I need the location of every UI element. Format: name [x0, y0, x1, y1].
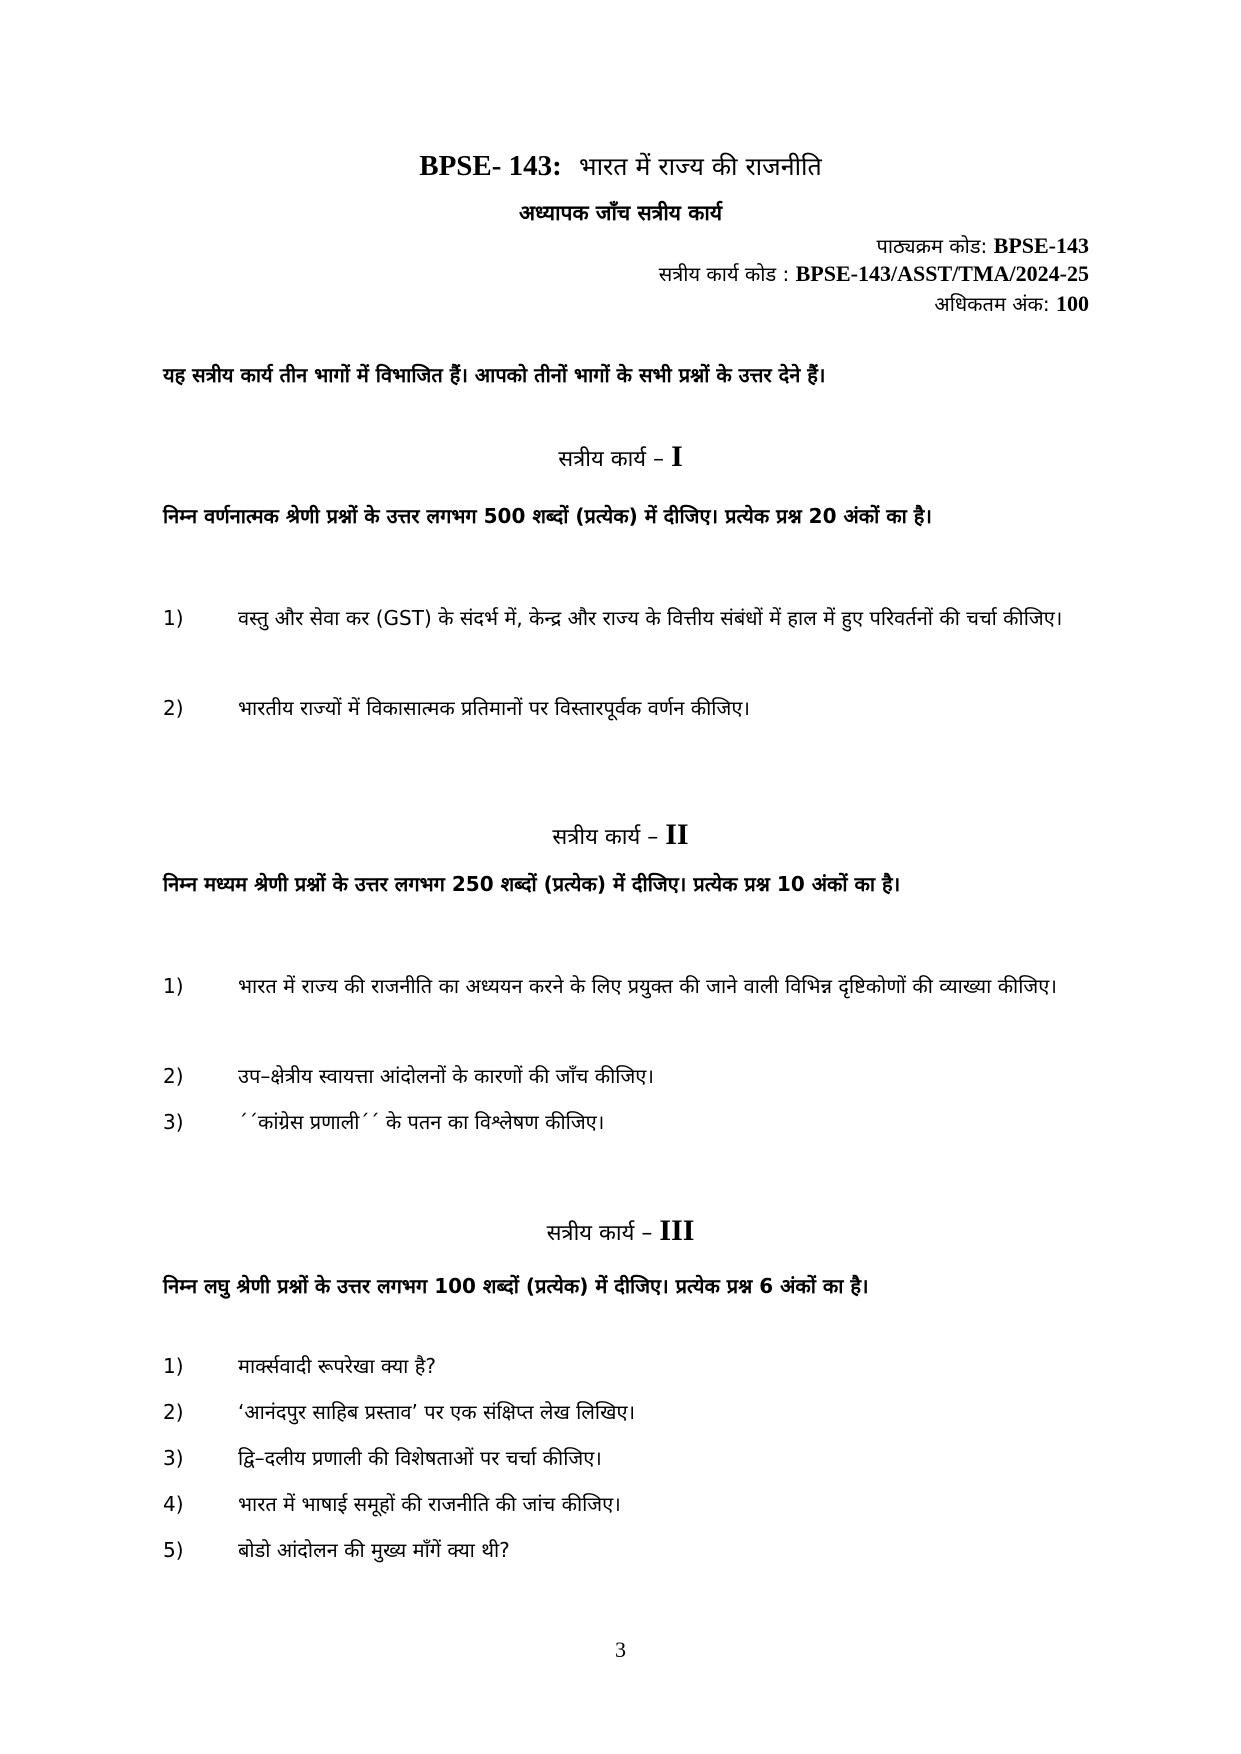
question-number: 5) — [163, 1538, 184, 1562]
course-code-label: पाठ्यक्रम कोड: — [876, 234, 988, 258]
assignment-code-label: सत्रीय कार्य कोड : — [658, 262, 790, 286]
assignment-code-line — [659, 260, 1089, 288]
course-code-title: BPSE- 143: — [419, 150, 562, 182]
section-heading-1 — [0, 440, 1241, 477]
question-text: भारतीय राज्यों में विकासात्मक प्रतिमानों पर विस्तारपूर्वक वर्णन कीजिए। — [238, 696, 750, 720]
question-number: 3) — [163, 1446, 184, 1470]
course-name: भारत में राज्य की राजनीति — [579, 152, 822, 181]
max-marks-line — [934, 290, 1089, 318]
question-2-2 — [163, 1054, 1091, 1098]
question-text: मार्क्सवादी रूपरेखा क्या है? — [238, 1354, 436, 1378]
section-label: सत्रीय कार्य – — [546, 1221, 653, 1246]
max-marks-value: 100 — [1056, 291, 1089, 316]
question-3-4 — [163, 1482, 1091, 1526]
question-text: ‘आनंदपुर साहिब प्रस्ताव’ पर एक संक्षिप्त लेख लिखिए। — [238, 1400, 636, 1424]
question-number: 2) — [163, 1400, 184, 1424]
question-2-1 — [163, 964, 1091, 1008]
question-text: उप–क्षेत्रीय स्वायत्ता आंदोलनों के कारणों की जाँच कीजिए। — [238, 1064, 654, 1088]
question-1-2 — [163, 686, 1091, 730]
question-3-5 — [163, 1528, 1091, 1572]
section-instruction-3: निम्न लघु श्रेणी प्रश्नों के उत्तर लगभग 100 शब्दों (प्रत्येक) में दीजिए। प्रत्येक प्रश्न 6 अंकों का है। — [163, 1274, 869, 1298]
page-number: 3 — [615, 1637, 626, 1662]
section-roman: III — [659, 1214, 695, 1247]
section-label: सत्रीय कार्य – — [552, 825, 659, 850]
document-title — [0, 148, 1241, 185]
course-code-line — [877, 232, 1090, 260]
question-3-1 — [163, 1344, 1091, 1388]
question-number: 1) — [163, 974, 184, 998]
question-text: द्वि–दलीय प्रणाली की विशेषताओं पर चर्चा कीजिए। — [238, 1446, 602, 1470]
question-number: 4) — [163, 1492, 184, 1516]
course-code-value: BPSE-143 — [993, 233, 1089, 258]
question-text: वस्तु और सेवा कर (GST) के संदर्भ में, केन्द्र और राज्य के वित्तीय संबंधों में हाल में हुए परिवर्तनों की चर्चा कीजिए। — [238, 606, 1063, 630]
assignment-code-value: BPSE-143/ASST/TMA/2024-25 — [795, 261, 1089, 286]
question-3-2 — [163, 1390, 1091, 1434]
question-2-3 — [163, 1100, 1091, 1144]
intro-instruction: यह सत्रीय कार्य तीन भागों में विभाजित हैं। आपको तीनों भागों के सभी प्रश्नों के उत्तर देने हैं। — [163, 363, 826, 387]
section-instruction-1: निम्न वर्णनात्मक श्रेणी प्रश्नों के उत्तर लगभग 500 शब्दों (प्रत्येक) में दीजिए। प्रत्येक प्रश्न 20 अंकों का है। — [163, 504, 932, 528]
question-3-3 — [163, 1436, 1091, 1480]
section-roman: I — [671, 440, 683, 473]
document-subtitle: अध्यापक जाँच सत्रीय कार्य — [518, 201, 723, 225]
question-text: ´´कांग्रेस प्रणाली´´ के पतन का विश्लेषण कीजिए। — [238, 1110, 605, 1134]
question-text: भारत में भाषाई समूहों की राजनीति की जांच कीजिए। — [238, 1492, 621, 1516]
question-number: 2) — [163, 696, 184, 720]
question-number: 1) — [163, 1354, 184, 1378]
question-number: 1) — [163, 606, 184, 630]
section-heading-2 — [0, 818, 1241, 855]
question-text: बोडो आंदोलन की मुख्य माँगें क्या थी? — [238, 1538, 510, 1562]
section-label: सत्रीय कार्य – — [558, 447, 665, 472]
question-number: 2) — [163, 1064, 184, 1088]
section-roman: II — [665, 818, 689, 851]
question-1-1 — [163, 596, 1091, 640]
question-number: 3) — [163, 1110, 184, 1134]
max-marks-label: अधिकतम अंक: — [934, 292, 1050, 316]
section-heading-3 — [0, 1214, 1241, 1251]
question-text: भारत में राज्य की राजनीति का अध्ययन करने के लिए प्रयुक्त की जाने वाली विभिन्न दृष्टिकोणों की व्याख्या कीजिए। — [238, 974, 1057, 998]
section-instruction-2: निम्न मध्यम श्रेणी प्रश्नों के उत्तर लगभग 250 शब्दों (प्रत्येक) में दीजिए। प्रत्येक प्रश्न 10 अंकों का है। — [163, 872, 901, 896]
